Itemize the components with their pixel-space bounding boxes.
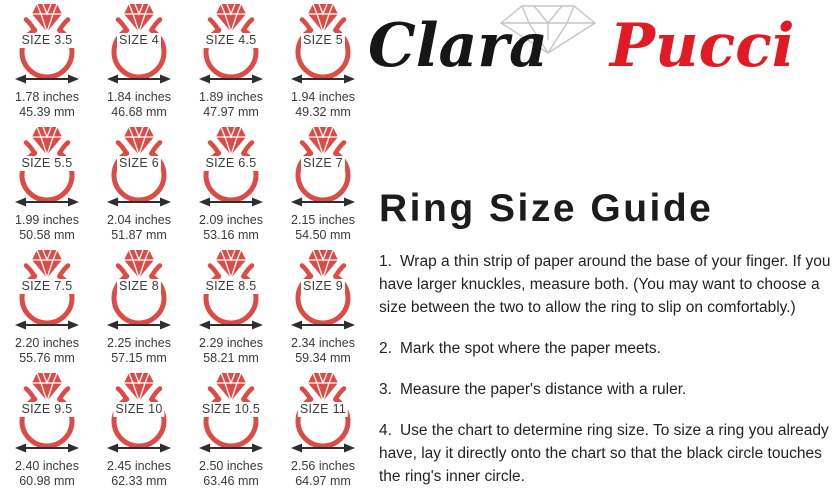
ring-size-label: SIZE 4 [118, 33, 160, 47]
ring-size-label: SIZE 7.5 [21, 279, 73, 293]
diameter-mm: 46.68 mm [111, 105, 167, 119]
diameter-mm: 57.15 mm [111, 351, 167, 365]
ring-size-label: SIZE 7 [302, 156, 344, 170]
ring-size-chart [1, 3, 369, 495]
ring-size-cell [93, 3, 185, 126]
diameter-mm: 50.58 mm [19, 228, 75, 242]
diameter-measurements [15, 90, 79, 120]
ring-size-cell [185, 3, 277, 126]
diameter-inches: 1.84 inches [107, 90, 171, 104]
ring-size-cell [185, 249, 277, 372]
diameter-arrow-icon [107, 442, 171, 454]
diamond-icon [216, 250, 246, 278]
diameter-mm: 64.97 mm [295, 474, 351, 488]
diamond-icon [32, 4, 62, 32]
instruction-list [379, 250, 831, 501]
brand-name-second: Pucci [609, 11, 795, 81]
diameter-mm: 47.97 mm [203, 105, 259, 119]
diameter-inches: 2.20 inches [15, 336, 79, 350]
ring-size-cell [277, 3, 369, 126]
diameter-mm: 54.50 mm [295, 228, 351, 242]
diamond-icon [216, 127, 246, 155]
diameter-arrow-icon [291, 73, 355, 85]
diameter-mm: 58.21 mm [203, 351, 259, 365]
diameter-inches: 2.04 inches [107, 213, 171, 227]
diamond-icon [308, 373, 338, 401]
ring-size-cell [93, 126, 185, 249]
diameter-measurements [199, 459, 263, 489]
diameter-inches: 2.25 inches [107, 336, 171, 350]
step-number: 3. [379, 381, 392, 398]
diameter-inches: 2.09 inches [199, 213, 263, 227]
diameter-measurements [291, 459, 355, 489]
ring-size-label: SIZE 4.5 [205, 33, 257, 47]
diameter-measurements [15, 459, 79, 489]
diamond-icon [216, 373, 246, 401]
diameter-mm: 59.34 mm [295, 351, 351, 365]
instruction-step [379, 250, 831, 319]
diameter-arrow-icon [15, 196, 79, 208]
diamond-icon [308, 250, 338, 278]
diameter-measurements [15, 336, 79, 366]
diameter-mm: 60.98 mm [19, 474, 75, 488]
diameter-measurements [107, 213, 171, 243]
diameter-mm: 51.87 mm [111, 228, 167, 242]
diamond-icon [216, 4, 246, 32]
step-text: Use the chart to determine ring size. To size a ring you already have, lay it directly onto the chart so that the black circle touches the ring's inner circle. [379, 422, 829, 485]
ring-size-label: SIZE 9.5 [21, 402, 73, 416]
diameter-measurements [107, 336, 171, 366]
ring-size-cell [185, 372, 277, 495]
ring-size-label: SIZE 6 [118, 156, 160, 170]
instruction-step [379, 419, 831, 488]
diameter-mm: 45.39 mm [19, 105, 75, 119]
diamond-icon [32, 373, 62, 401]
diameter-arrow-icon [15, 73, 79, 85]
diameter-arrow-icon [291, 196, 355, 208]
diameter-arrow-icon [107, 73, 171, 85]
diameter-mm: 49.32 mm [295, 105, 351, 119]
ring-size-label: SIZE 9 [302, 279, 344, 293]
diamond-icon [124, 127, 154, 155]
diameter-arrow-icon [199, 442, 263, 454]
instruction-step [379, 378, 831, 401]
ring-size-cell [277, 126, 369, 249]
ring-size-label: SIZE 3.5 [21, 33, 73, 47]
diameter-measurements [199, 213, 263, 243]
diameter-inches: 2.40 inches [15, 459, 79, 473]
diameter-arrow-icon [107, 319, 171, 331]
ring-size-cell [93, 249, 185, 372]
ring-size-label: SIZE 6.5 [205, 156, 257, 170]
step-text: Mark the spot where the paper meets. [399, 340, 661, 357]
ring-size-label: SIZE 8.5 [205, 279, 257, 293]
diameter-mm: 53.16 mm [203, 228, 259, 242]
diameter-measurements [107, 90, 171, 120]
diameter-mm: 62.33 mm [111, 474, 167, 488]
step-text: Wrap a thin strip of paper around the base of your finger. If you have larger knuckles, measure both. (You may want to choose a size between the two to allow the ring to slip on comfortably.) [379, 253, 831, 316]
step-number: 1. [379, 253, 392, 270]
info-panel [368, 0, 836, 501]
ring-size-cell [1, 372, 93, 495]
diameter-inches: 1.78 inches [15, 90, 79, 104]
diameter-measurements [199, 336, 263, 366]
diameter-inches: 2.56 inches [291, 459, 355, 473]
step-number: 2. [379, 340, 392, 357]
ring-size-label: SIZE 10 [115, 402, 163, 416]
diameter-measurements [107, 459, 171, 489]
diamond-icon [124, 4, 154, 32]
step-text: Measure the paper's distance with a ruler. [399, 381, 687, 398]
diamond-icon [308, 4, 338, 32]
ring-size-label: SIZE 11 [299, 402, 347, 416]
diameter-inches: 2.15 inches [291, 213, 355, 227]
diameter-inches: 1.99 inches [15, 213, 79, 227]
diameter-inches: 1.94 inches [291, 90, 355, 104]
diameter-measurements [199, 90, 263, 120]
page-title: Ring Size Guide [379, 187, 714, 230]
diameter-inches: 2.50 inches [199, 459, 263, 473]
ring-size-cell [277, 249, 369, 372]
ring-size-label: SIZE 10.5 [201, 402, 261, 416]
ring-size-cell [1, 249, 93, 372]
brand-name [368, 11, 795, 81]
diameter-mm: 55.76 mm [19, 351, 75, 365]
brand-logo [368, 0, 836, 100]
diameter-inches: 2.45 inches [107, 459, 171, 473]
diamond-icon [32, 250, 62, 278]
ring-size-cell [1, 126, 93, 249]
diameter-measurements [291, 90, 355, 120]
diameter-arrow-icon [15, 319, 79, 331]
diameter-arrow-icon [107, 196, 171, 208]
ring-size-label: SIZE 5.5 [21, 156, 73, 170]
diameter-arrow-icon [199, 196, 263, 208]
diameter-arrow-icon [291, 319, 355, 331]
ring-size-label: SIZE 5 [302, 33, 344, 47]
ring-size-cell [277, 372, 369, 495]
diameter-mm: 63.46 mm [203, 474, 259, 488]
diamond-icon [308, 127, 338, 155]
instruction-step [379, 337, 831, 360]
diameter-arrow-icon [291, 442, 355, 454]
diameter-arrow-icon [199, 73, 263, 85]
diameter-arrow-icon [199, 319, 263, 331]
ring-size-cell [185, 126, 277, 249]
brand-name-first: Clara [368, 11, 548, 81]
diameter-measurements [15, 213, 79, 243]
diameter-inches: 2.29 inches [199, 336, 263, 350]
diameter-measurements [291, 336, 355, 366]
diameter-arrow-icon [15, 442, 79, 454]
diamond-icon [32, 127, 62, 155]
diamond-icon [124, 373, 154, 401]
diameter-inches: 1.89 inches [199, 90, 263, 104]
diameter-measurements [291, 213, 355, 243]
diamond-icon [124, 250, 154, 278]
diameter-inches: 2.34 inches [291, 336, 355, 350]
ring-size-label: SIZE 8 [118, 279, 160, 293]
ring-size-cell [93, 372, 185, 495]
step-number: 4. [379, 422, 392, 439]
ring-size-cell [1, 3, 93, 126]
